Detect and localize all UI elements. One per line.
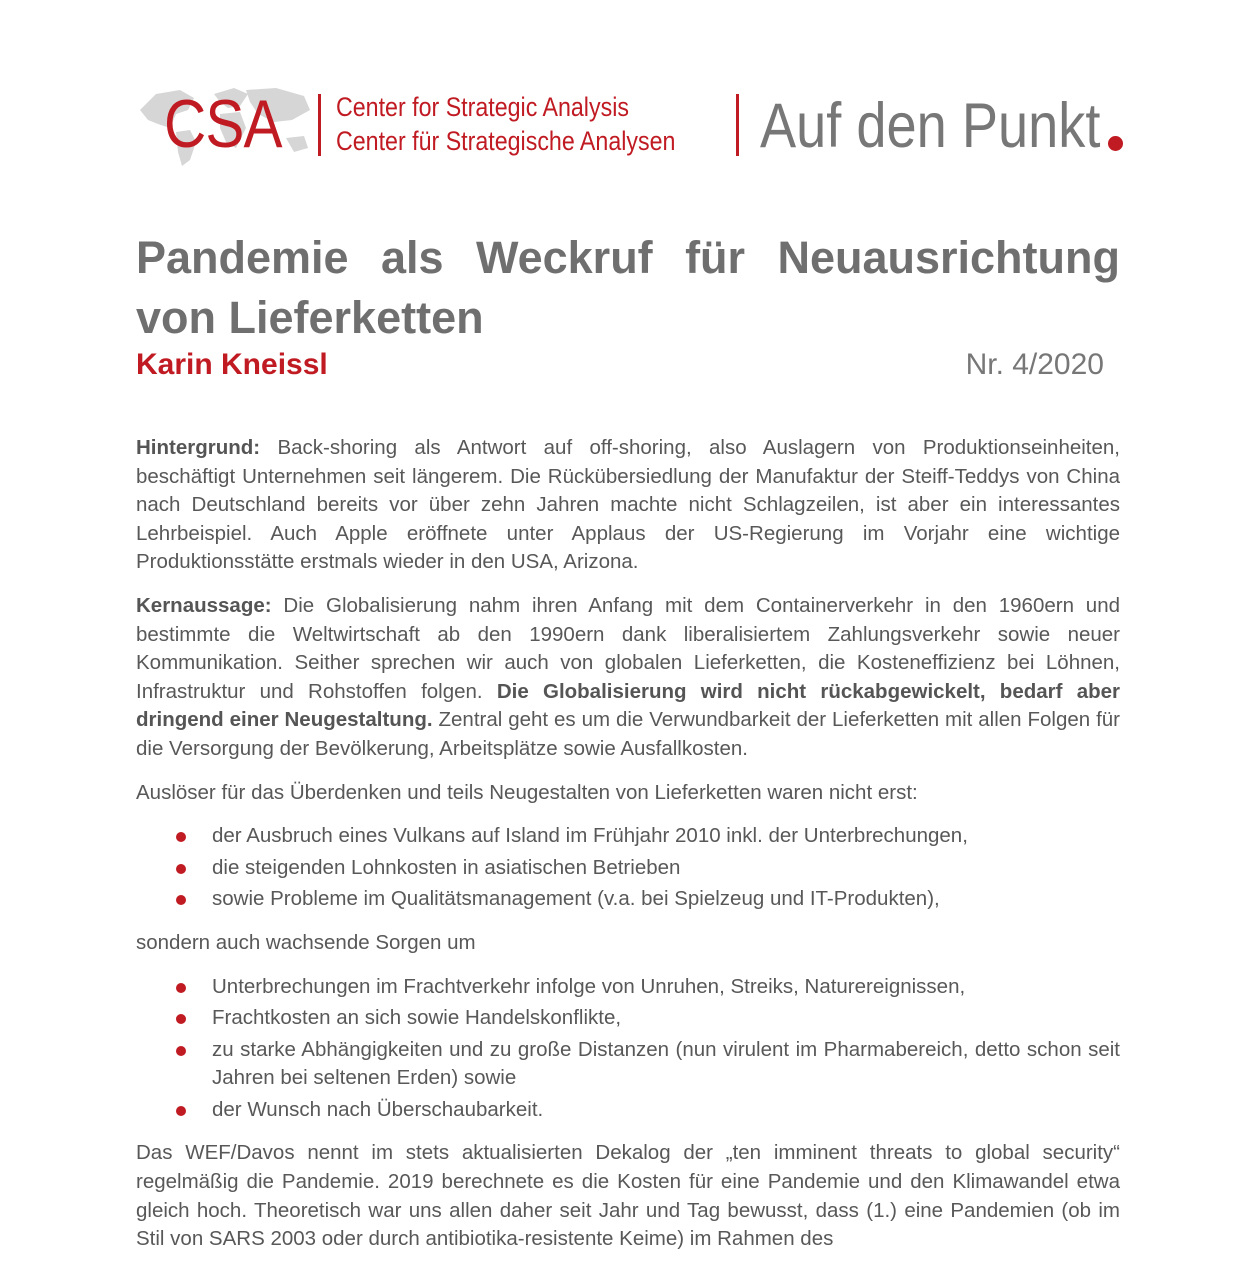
list-item-text: sowie Probleme im Qualitätsmanagement (v.a. bei Spielzeug und IT-Produkten), [212,887,940,911]
center-name-en: Center for Strategic Analysis [336,92,629,122]
list-item-text: zu starke Abhängigkeiten und zu große Distanzen (nun virulent im Pharmabereich, detto schon seit Jahren bei seltenen Erden) sowie [212,1037,1120,1090]
paragraph-ausloeser-intro: Auslöser für das Überdenken und teils Neugestalten von Lieferketten waren nicht erst: [136,780,918,804]
header [136,80,1126,172]
list-item-text: der Ausbruch eines Vulkans auf Island im Frühjahr 2010 inkl. der Unterbrechungen, [212,824,968,848]
bullet-icon [176,864,186,874]
tagline: Auf den Punkt [760,91,1101,161]
header-divider-1 [318,94,321,156]
issue-number: Nr. 4/2020 [965,348,1104,381]
list-item [136,973,1120,1002]
page-title: Pandemie als Weckruf für Neuausrichtung von Lieferketten [136,232,1120,343]
bullet-icon [176,983,186,993]
list-item-text: der Wunsch nach Überschaubarkeit. [212,1097,544,1121]
center-name-de: Center für Strategische Analysen [336,126,676,156]
list-item-text: die steigenden Lohnkosten in asiatischen Betrieben [212,855,681,879]
list-item [136,1096,1120,1125]
bullet-icon [176,895,186,905]
paragraph-sorgen-intro: sondern auch wachsende Sorgen um [136,930,476,954]
list-item [136,885,1120,914]
tagline-dot [1108,136,1123,151]
paragraph-wef: Das WEF/Davos nennt im stets aktualisierten Dekalog der „ten imminent threats to global security“ regelmäßig die Pandemie. 2019 berechnete es die Kosten für eine Pandemie und den Klimawandel etwa gleich hoch. Theoretisch war uns allen daher seit Jahr und Tag bewusst, dass (1.) eine Pandemien (ob im Stil von SARS 2003 oder durch antibiotika-resistente Keime) im Rahmen des [136,1141,1120,1251]
list-item [136,1036,1120,1093]
bullet-icon [176,832,186,842]
list-item [136,822,1120,851]
header-divider-2 [736,94,739,156]
csa-logo: CSA [164,86,282,162]
text-kernaussage-2: Zentral geht es um die Verwundbarkeit der Lieferketten mit allen Folgen für die Versorgung der Bevölkerung, Arbeitsplätze sowie Ausfallkosten. [136,708,1121,760]
list-item-text: Frachtkosten an sich sowie Handelskonflikte, [212,1006,622,1030]
center-names [336,90,675,158]
list-item [136,854,1120,883]
paragraph-hintergrund [136,434,1120,577]
list-ausloeser [136,822,1120,914]
list-item [136,1004,1120,1033]
bullet-icon [176,1046,186,1056]
text-hintergrund: Back-shoring als Antwort auf off-shoring, also Auslagern von Produktionseinheiten, beschäftigt Unternehmen seit längerem. Die Rückübersiedlung der Manufaktur der Steiff-Teddys von China nach Deutschland bereits vor über zehn Jahren machte nicht Schlagzeilen, ist aber ein interessantes Lehrbeispiel. Auch Apple eröffnete unter Applaus der US-Regierung im Vorjahr eine wichtige Produktionsstätte erstmals wieder in den USA, Arizona. [136,436,1120,574]
label-hintergrund: Hintergrund: [136,436,261,459]
author: Karin Kneissl [136,348,328,381]
list-item-text: Unterbrechungen im Frachtverkehr infolge von Unruhen, Streiks, Naturereignissen, [212,974,966,998]
bullet-icon [176,1014,186,1024]
text-kernaussage-1: Die Globalisierung nahm ihren Anfang mit dem Containerverkehr in den 1960ern und bestimmte die Weltwirtschaft ab den 1990ern dank liberalisiertem Zahlungsverkehr sowie neuer Kommunikation. Seither sprechen wir auch von globalen Lieferketten, die Kosteneffizienz bei Löhnen, Infrastruktur und Rohstoffen folgen. [136,593,1120,703]
label-kernaussage: Kernaussage: [136,593,272,617]
text-kernaussage-bold: Die Globalisierung wird nicht rückabgewickelt, bedarf aber dringend einer Neugestaltung. [136,679,1120,732]
list-sorgen [136,973,1120,1125]
paragraph-kernaussage [136,592,1120,764]
bullet-icon [176,1106,186,1116]
article-body [136,434,1120,1269]
